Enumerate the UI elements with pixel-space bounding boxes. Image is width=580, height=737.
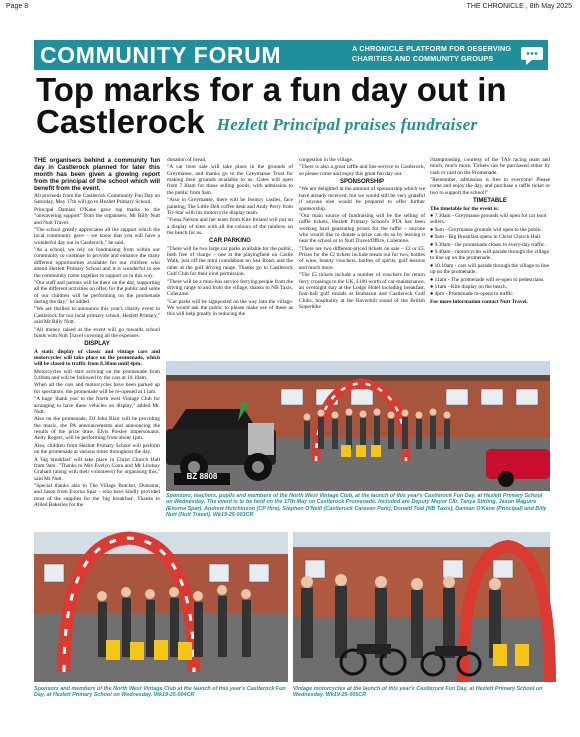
left-photo <box>34 532 288 682</box>
subheadline: Hezlett Principal praises fundraiser <box>216 115 478 134</box>
body-paragraph: "Remember, admission is free to everyone! Please come and enjoy the day, and purchase a raffle ticket or two to support the school!" <box>430 177 550 196</box>
publication-date: THE CHRONICLE , 8th May 2025 <box>466 3 572 10</box>
body-paragraph: "There will be two large car parks available for the public, both free of charge – one at the playingfield on Castle Walk, just off the mini roundabout on Sea Road, and the other at the golf driving range. Thanks go to Castlerock Golf Club for their kind permission. <box>167 245 293 278</box>
number-plate: BZ 8808 <box>186 472 218 481</box>
body-paragraph: "Car parks will be signposted on the way into the village. We would ask the public to please make use of these as this will help greatly in reducing the <box>167 298 293 318</box>
main-photo-caption: Sponsors, teachers, pupils and members of the North West Vintage Club, at the launch of this year's Castlerock Fun Day, at Hezlett Primary School on Wednesday. The event is to be held on the 17th May on Castlerock Promenade. Included are Deputy Mayor Cllr. Tanya Stirling, Jason Maguire (Exorna Spar), Andrew Hutchinson (CP Hire), Stephen O'Neill (Castlerock Caravan Park), Donald Toal (NB Taxis), Damian O'Kane (Principal) and Billy Nutt (Nutt Travel). Wk19-25-003CR <box>166 493 547 519</box>
subhead-car-parking: CAR PARKING <box>209 238 251 245</box>
subhead-display: DISPLAY <box>84 341 110 348</box>
body-paragraph: Also, children from Hezlett Primary School will perform on the promenade at various times throughout the day. <box>34 442 160 456</box>
article-column-4 <box>430 157 550 358</box>
body-paragraph: "There will be a mini-bus service ferrying people from the driving range to and from the village, thanks to NB Taxis, Coleraine. <box>167 278 293 298</box>
banner-title: COMMUNITY FORUM <box>40 42 282 68</box>
body-paragraph: championship, courtesy of the TAS racing team and much, much more. Tickets can be purchased either by cash or card on the Promenade. <box>430 157 550 176</box>
speech-bubble-icon <box>520 43 544 67</box>
subhead-timetable: TIMETABLE <box>473 198 507 205</box>
body-paragraph: Motorcycles will start arriving on the promenade from 9.40am and will be followed by the cars at 10.10am. <box>34 368 160 382</box>
body-paragraph: "The £5 tickets include a number of vouchers for return ferry crossings to the UK, £100 worth of car-maintenance, an overnight stay at the Lodge Hotel including breakfast, four-ball golf rounds at Brabazon and Castlerock Golf Clubs, hospitality at the Ravenhill round of the British Superbike <box>299 272 425 310</box>
body-paragraph: A static display of classic and vintage cars and motorcycles will take place on the promenade, which will be closed to traffic from 8.30am until 4pm. <box>34 348 160 368</box>
body-paragraph: A 'big breakfast' will take place in Christ Church Hall from 9am. "Thanks to Mrs Evelyn Conn and Mr Lindsay Graham (along with their volunteers) for organising this," said Mr Nutt. <box>34 456 160 482</box>
body-paragraph: "Fiona Nelson and her team from Kite Ireland will put on a display of kites with all the colours of the rainbow on the beach for us. <box>167 217 293 237</box>
timetable-item: ● 10.10am - cars will parade through the village to line up on the promenade. <box>430 262 549 276</box>
timetable-item: ● 11am - The promenade will re-open to pedestrians. <box>430 276 545 283</box>
headline-line-1: Top marks for a fun day out in <box>36 71 507 108</box>
body-paragraph: donation of bread. <box>167 157 207 163</box>
subhead-sponsorship: SPONSORSHIP <box>339 179 384 186</box>
headline <box>36 71 556 141</box>
body-paragraph: Also on the promenade, DJ John Blair will be providing the music, the PA announcements and announcing the results of the prize draw. Elvis Presley impersonator, Andy Rogers, will be performing from about 1pm. <box>34 416 160 442</box>
body-paragraph: congestion in the village. <box>299 157 354 163</box>
lead-paragraph: THE organisers behind a community fun day in Castlerock planned for later this month has been given a glowing report from the principal of the school which will benefit from the event. <box>34 157 160 192</box>
timetable-item: ● 7.30am - Greymanse grounds will open for car boot sellers. <box>430 212 547 226</box>
main-photo <box>166 361 550 491</box>
body-paragraph: "Special thanks also to The Village Butcher, Dunnstar, and Jason from Exorna Spar – who have kindly provided most of the supplies for the 'big breakfast'. Thanks to Allied Bakeries for the <box>34 483 160 509</box>
timetable-intro: The timetable for the event is: <box>430 205 499 212</box>
body-paragraph: "We are delighted at the amount of sponsorship which we have already received, but we would still be very grateful if anyone else would be prepared to offer further sponsorship. <box>299 186 425 212</box>
body-paragraph: "A car boot sale will take place in the grounds of Greymanse, and thanks go to the Greymanse Trust for making their grounds available to us. Gates will open from 7.30am for those selling goods, with admission to the public from 9am. <box>167 164 293 196</box>
body-paragraph: When all the cars and motorcycles have been parked up for spectators, the promenade will be re-opened at 11am. <box>34 382 160 395</box>
body-paragraph: "A huge 'thank you' to the North west Vintage Club for arranging to have these vehicles on display," added Mr. Nutt. <box>34 396 160 415</box>
article-column-2 <box>167 157 293 358</box>
body-paragraph: All proceeds from the Castlerock Community Fun Day on Saturday, May 17th will go to Hezlett Primary School. <box>34 193 160 206</box>
right-photo <box>293 532 550 682</box>
body-paragraph: "We are thrilled to announce this year's charity event in Castlerock for our local primary school, Hezlett Primary," said Mr Billy Nutt. <box>34 306 160 326</box>
article-column-1 <box>34 157 160 509</box>
contact-line: For more information contact Nutt Travel. <box>430 298 528 305</box>
section-banner <box>34 40 548 70</box>
running-header <box>0 0 580 14</box>
left-photo-caption: Sponsors and members of the North West Vintage Club at the launch of this year's Castlerock Fun Day, at Hezlett Primary School on Wednesday. Wk19-25-004CR <box>34 686 286 699</box>
timetable-item: ● 9am - Big Breakfast opens in Christ Church Hall. <box>430 234 542 241</box>
body-paragraph: "The school greatly appreciates all the support which the local community gave – we know that you will have a wonderful day out in Castlerock," he said. <box>34 227 160 246</box>
timetable-item: ● 9.30am - the promenade closes to every-day traffic. <box>430 241 546 248</box>
timetable-item: ● 9am - Greymanse grounds will open to the public. <box>430 226 543 233</box>
body-paragraph: "There is also a great raffle and bus-service to Castlerock, so please come and enjoy this great fun day out. <box>299 164 425 177</box>
body-paragraph: "There are two different-priced tickets on sale – £2 or £5. Prizes for the £2 tickets include meals out for two, bottles of wine, beauty vouchers, bottles of spirits, golf lessons and much more. <box>299 245 425 271</box>
body-paragraph: "All money raised at the event will go towards school funds with Nutt Travel covering all the expenses. <box>34 326 160 339</box>
body-paragraph: "Our main source of fundraising will be the selling of raffle tickets. Hezlett Primary School's PTA has been working hard generating prizes for the raffle – anyone who would like to donate a prize can do so by leaving it near the school or to Nutt Travel/Office, Coleraine. <box>299 212 425 245</box>
page-number: Page 8 <box>6 3 29 10</box>
body-paragraph: "As a school, we rely on fundraising from within our community to continue to provide and enhance the many different opportunities available for our children who attend Hezlett Primary School and it is wonderful to see the community come together to support us in this way. <box>34 247 160 279</box>
timetable-item: ● 4pm - Promenade re-opens to traffic. <box>430 291 515 298</box>
body-paragraph: "Our staff and parents will be there on the day, supporting all the different activities on offer, for the public and some of our children will be performing on the promenade during the day," he added. <box>34 279 160 305</box>
article-column-3 <box>299 157 425 358</box>
right-photo-caption: Vintage motorcycles at the launch of this year's Castlerock Fun Day, at Hezlett Primary School on Wednesday. Wk19-25-005CR <box>293 686 543 699</box>
timetable-item: ● 9.40am - motorcycles will parade through the village to line up on the promenade. <box>430 249 549 262</box>
banner-strap: A CHRONICLE PLATFORM FOR DESERVING CHARITIES AND COMMUNITY GROUPS <box>352 44 512 63</box>
headline-line-2: Castlerock <box>36 103 205 140</box>
body-paragraph: Principal Damian O'Kane gave top marks to the "unwavering support" from the organisers, Mr Billy Nutt and Nutt Travel. <box>34 206 160 226</box>
body-paragraph: "Also in Greymanse, there will be bouncy castles, face painting, The Little Deli coffee desk and Andy Perry from Tri-Star with his motorcycle display team. <box>167 197 293 216</box>
timetable-item: ● 11am - Kite display on the beach. <box>430 284 508 291</box>
